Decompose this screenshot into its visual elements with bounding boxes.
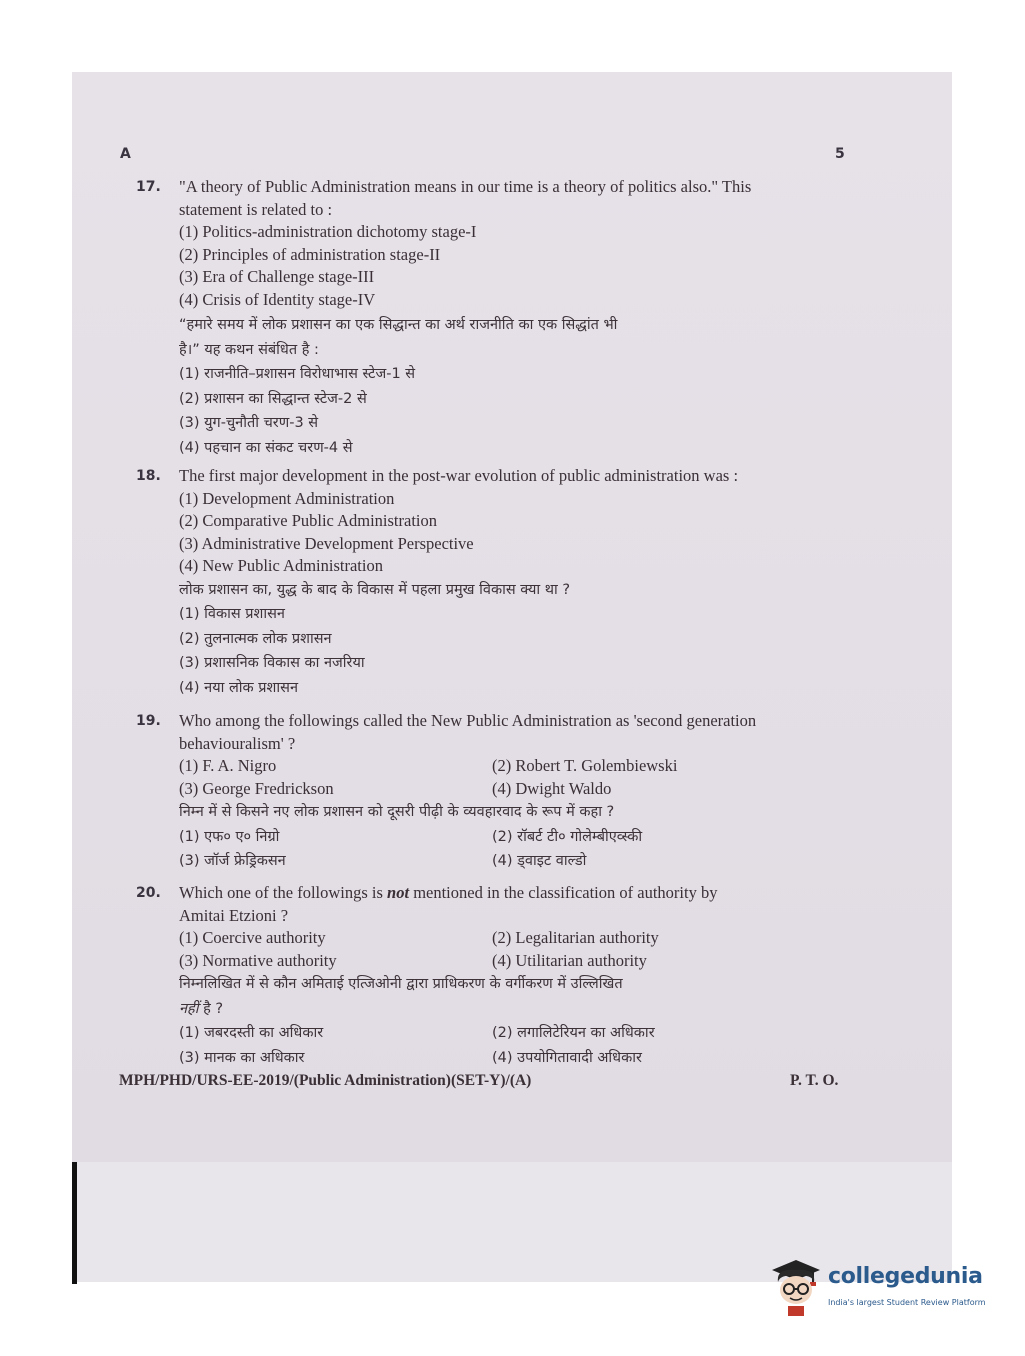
option-hi-2: (2) रॉबर्ट टी० गोलेम्बीएव्स्की [492, 828, 643, 845]
question-17 [136, 176, 841, 460]
option-en-4: (4) Utilitarian authority [492, 950, 647, 970]
question-text [179, 882, 841, 905]
option-hi-3: (3) जॉर्ज फ्रेड्रिकसन [179, 853, 286, 869]
question-text-hindi [179, 997, 841, 1022]
option-en-4: (4) New Public Administration [179, 556, 383, 575]
option-en-2: (2) Robert T. Golembiewski [492, 756, 678, 775]
option-hi-3: (3) मानक का अधिकार [179, 1049, 305, 1066]
question-text-hindi: है।” यह कथन संबंधित है : [179, 341, 319, 358]
option-hi-2: (2) प्रशासन का सिद्धान्त स्टेज-2 से [179, 390, 367, 407]
option-hi-1: (1) राजनीति–प्रशासन विरोधाभास स्टेज-1 से [179, 366, 416, 382]
option-hi-3: (3) युग-चुनौती चरण-3 से [179, 415, 319, 431]
question-text-hindi: लोक प्रशासन का, युद्ध के बाद के विकास में पहला प्रमुख विकास क्या था ? [179, 581, 571, 598]
brand-name: collegedunia [828, 1264, 983, 1289]
option-en-1: (1) Coercive authority [179, 928, 326, 947]
option-hi-4: (4) पहचान का संकट चरण-4 से [179, 439, 353, 456]
option-hi-1: (1) विकास प्रशासन [179, 606, 285, 622]
emphasis-not: not [387, 883, 410, 902]
question-text-hindi: “हमारे समय में लोक प्रशासन का एक सिद्धान्त का अर्थ राजनीति का एक सिद्धांत भी [179, 317, 618, 333]
option-en-4: (4) Dwight Waldo [492, 778, 612, 798]
question-number: 20. [136, 885, 161, 901]
option-hi-3: (3) प्रशासनिक विकास का नजरिया [179, 655, 365, 671]
option-en-2: (2) Comparative Public Administration [179, 511, 438, 530]
question-number: 19. [136, 713, 161, 729]
question-text-part: है ? [198, 1000, 224, 1017]
question-text: behaviouralism' ? [179, 733, 296, 753]
question-text-hindi: निम्नलिखित में से कौन अमिताई एत्जिओनी द्वारा प्राधिकरण के वर्गीकरण में उल्लिखित [179, 976, 623, 992]
set-letter: A [120, 146, 131, 162]
question-text: "A theory of Public Administration means in our time is a theory of politics also." This [179, 177, 752, 196]
question-20 [136, 882, 841, 1070]
question-text-part: Which one of the followings is [179, 883, 388, 902]
collegedunia-logo [768, 1256, 998, 1326]
question-number: 17. [136, 179, 161, 195]
pto-label: P. T. O. [790, 1072, 839, 1089]
option-hi-1: (1) जबरदस्ती का अधिकार [179, 1025, 324, 1041]
option-en-3: (3) Normative authority [179, 950, 337, 970]
option-en-2: (2) Principles of administration stage-II [179, 244, 441, 264]
option-en-1: (1) F. A. Nigro [179, 756, 277, 775]
paper-code: MPH/PHD/URS-EE-2019/(Public Administration)(SET-Y)/(A) [119, 1072, 532, 1089]
question-text: The first major development in the post-war evolution of public administration was : [179, 466, 739, 485]
graduate-mascot-icon [768, 1256, 826, 1320]
question-text-part: mentioned in the classification of authority by [409, 883, 718, 902]
option-en-3: (3) Era of Challenge stage-III [179, 267, 375, 286]
question-number: 18. [136, 468, 161, 484]
option-hi-4: (4) नया लोक प्रशासन [179, 679, 299, 696]
page-number: 5 [835, 146, 845, 162]
question-19 [136, 710, 841, 874]
question-text: Who among the followings called the New Public Administration as 'second generation [179, 711, 757, 730]
binding-shadow [72, 1162, 77, 1284]
question-text: statement is related to : [179, 199, 333, 219]
option-en-4: (4) Crisis of Identity stage-IV [179, 289, 376, 309]
option-en-2: (2) Legalitarian authority [492, 928, 659, 947]
option-en-1: (1) Development Administration [179, 488, 395, 508]
emphasis-nahi: नहीं [179, 1000, 199, 1017]
option-hi-2: (2) लगालिटेरियन का अधिकार [492, 1025, 655, 1041]
option-en-3: (3) George Fredrickson [179, 778, 334, 798]
option-hi-4: (4) ड्वाइट वाल्डो [492, 853, 587, 869]
option-en-3: (3) Administrative Development Perspective [179, 533, 474, 553]
question-text-hindi: निम्न में से किसने नए लोक प्रशासन को दूसरी पीढ़ी के व्यवहारवाद के रूप में कहा ? [179, 804, 615, 820]
brand-tagline: India's largest Student Review Platform [828, 1298, 986, 1307]
option-hi-4: (4) उपयोगितावादी अधिकार [492, 1049, 642, 1066]
option-en-1: (1) Politics-administration dichotomy stage-I [179, 222, 477, 241]
question-18 [136, 465, 841, 700]
question-text: Amitai Etzioni ? [179, 905, 289, 925]
option-hi-2: (2) तुलनात्मक लोक प्रशासन [179, 630, 332, 647]
option-hi-1: (1) एफ० ए० निग्रो [179, 828, 280, 845]
